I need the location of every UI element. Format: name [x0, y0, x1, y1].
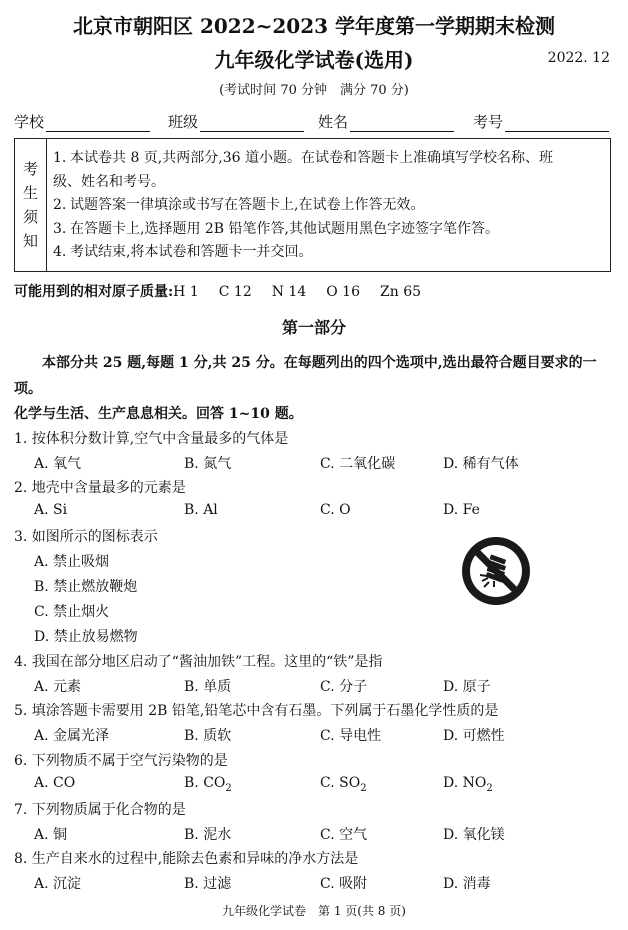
- notice-rule: 3. 在答题卡上,选择题用 2B 铅笔作答,其他试题用黑色字迹签字笔作答。: [53, 220, 499, 237]
- atomic-mass-item: Zn 65: [380, 284, 422, 300]
- answer-option: B. 质软: [184, 728, 232, 744]
- answer-option: D. 原子: [443, 679, 491, 695]
- notice-rule: 2. 试题答案一律填涂或书写在答题卡上,在试卷上作答无效。: [53, 197, 425, 213]
- exam-number-label: 考号: [473, 113, 504, 131]
- name-field: [318, 111, 454, 132]
- answer-option: A. CO: [34, 775, 76, 791]
- exam-date: 2022. 12: [547, 50, 610, 66]
- notice-rules: [53, 147, 602, 265]
- page-footer: 九年级化学试卷 第 1 页(共 8 页): [222, 904, 406, 918]
- answer-option: A. 铜: [34, 827, 68, 843]
- answer-option: C. 禁止烟火: [34, 604, 110, 620]
- class-field: [168, 111, 304, 132]
- school-blank: [46, 115, 150, 132]
- part-intro: 本部分共 25 题,每题 1 分,共 25 分。在每题列出的四个选项中,选出最符合题目要求的一项。: [14, 355, 597, 397]
- atomic-mass-item: C 12: [218, 284, 252, 300]
- answer-option: D. Fe: [443, 502, 480, 518]
- subscript: 2: [486, 782, 493, 794]
- answer-option: C. $SO_2$: [320, 775, 367, 794]
- question-stem: 2. 地壳中含量最多的元素是: [14, 480, 186, 496]
- answer-option: B. 单质: [184, 679, 232, 695]
- answer-option: D. 氧化镁: [443, 827, 505, 843]
- atomic-mass-item: H 1: [173, 284, 199, 300]
- answer-option: C. 导电性: [320, 728, 382, 744]
- name-label: 姓名: [318, 113, 349, 131]
- class-blank: [200, 115, 304, 132]
- exam-title: 北京市朝阳区 2022~2023 学年度第一学期期末检测: [72, 14, 555, 38]
- subscript: 2: [225, 782, 232, 794]
- exam-duration: (考试时间 70 分钟 满分 70 分): [219, 83, 409, 98]
- class-label: 班级: [168, 113, 199, 131]
- atomic-mass-label: 可能用到的相对原子质量:: [14, 284, 174, 300]
- answer-option: B. 氮气: [184, 456, 232, 472]
- question-stem: 5. 填涂答题卡需要用 2B 铅笔,铅笔芯中含有石墨。下列属于石墨化学性质的是: [14, 703, 499, 719]
- answer-option: A. 元素: [34, 679, 82, 695]
- answer-option: A. 禁止吸烟: [34, 554, 110, 570]
- question-stem: 6. 下列物质不属于空气污染物的是: [14, 753, 228, 769]
- section-heading: 化学与生活、生产息息相关。回答 1~10 题。: [14, 406, 303, 422]
- paper-title: 九年级化学试卷(选用): [214, 48, 414, 72]
- exam-notice-box: [14, 138, 611, 272]
- atomic-mass-item: N 14: [271, 284, 307, 300]
- answer-option: B. Al: [184, 502, 218, 518]
- answer-option: D. 消毒: [443, 876, 491, 892]
- answer-option: A. 金属光泽: [34, 728, 110, 744]
- answer-option: D. 稀有气体: [443, 456, 519, 472]
- answer-option: C. 吸附: [320, 876, 368, 892]
- atomic-mass-line: [14, 281, 441, 301]
- answer-option: D. $NO_2$: [443, 775, 493, 794]
- answer-option: B. 过滤: [184, 876, 232, 892]
- question-stem: 8. 生产自来水的过程中,能除去色素和异味的净水方法是: [14, 851, 359, 867]
- answer-option: D. 可燃性: [443, 728, 505, 744]
- answer-option: C. 空气: [320, 827, 368, 843]
- name-blank: [350, 115, 454, 132]
- notice-rule: 1. 本试卷共 8 页,共两部分,36 道小题。在试卷和答题卡上准确填写学校名称、班: [53, 150, 553, 166]
- answer-option: C. 分子: [320, 679, 368, 695]
- answer-option: A. Si: [34, 502, 68, 518]
- atomic-mass-item: O 16: [326, 284, 360, 300]
- no-fireworks-icon: [460, 535, 532, 607]
- answer-option: B. $CO_2$: [184, 775, 232, 794]
- question-stem: 4. 我国在部分地区启动了“酱油加铁”工程。这里的“铁”是指: [14, 654, 383, 670]
- notice-side-label: 考 生 须 知: [15, 139, 47, 271]
- exam-number-field: [473, 111, 609, 132]
- question-stem: 7. 下列物质属于化合物的是: [14, 802, 186, 818]
- answer-option: A. 氧气: [34, 456, 82, 472]
- school-field: [14, 111, 150, 132]
- answer-option: A. 沉淀: [34, 876, 82, 892]
- question-stem: 3. 如图所示的图标表示: [14, 529, 158, 545]
- notice-rule: 4. 考试结束,将本试卷和答题卡一并交回。: [53, 244, 313, 260]
- answer-option: C. O: [320, 502, 351, 518]
- question-stem: 1. 按体积分数计算,空气中含量最多的气体是: [14, 431, 289, 447]
- exam-number-blank: [505, 115, 609, 132]
- answer-option: B. 禁止燃放鞭炮: [34, 579, 138, 595]
- answer-option: C. 二氧化碳: [320, 456, 396, 472]
- answer-option: B. 泥水: [184, 827, 232, 843]
- school-label: 学校: [14, 113, 45, 131]
- subscript: 2: [360, 782, 367, 794]
- part-title: 第一部分: [281, 318, 346, 337]
- answer-option: D. 禁止放易燃物: [34, 629, 138, 645]
- notice-rule-continued: 级、姓名和考号。: [53, 173, 165, 190]
